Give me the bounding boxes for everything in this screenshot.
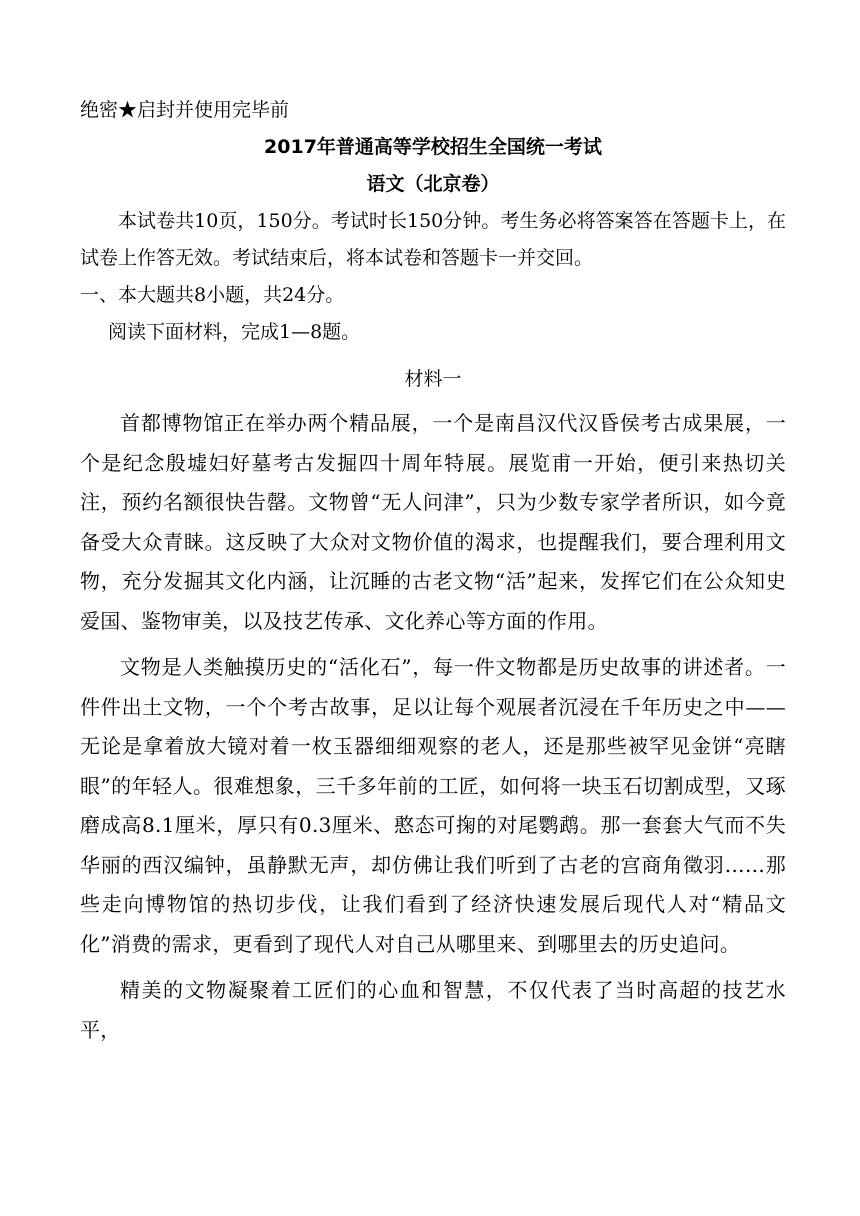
material-title: 材料一 — [404, 368, 462, 390]
section-heading: 一、本大题共8小题，共24分。 — [80, 284, 345, 306]
exam-title: 2017年普通高等学校招生全国统一考试 — [264, 136, 602, 158]
reading-prompt: 阅读下面材料，完成1—8题。 — [108, 321, 361, 343]
material-paragraph: 文物是人类触摸历史的“活化石”，每一件文物都是历史故事的讲述者。一件件出土文物，一个个考古故事，足以让每个观展者沉浸在千年历史之中——无论是拿着放大镜对着一枚玉器细细观察的老人，还是那些被罕见金饼“亮瞎眼”的年轻人。很难想象，三千多年前的工匠，如何将一块玉石切割成型，又琢磨成高8.1厘米，厚只有0.3厘米、憨态可掬的对尾鹦鹉。那一套套大气而不失华丽的西汉编钟，虽静默无声，却仿佛让我们听到了古老的宫商角徵羽……那些走向博物馆的热切步伐，让我们看到了经济快速发展后现代人对“精品文化”消费的需求，更看到了现代人对自己从哪里来、到哪里去的历史追问。 — [80, 655, 786, 956]
exam-instructions: 本试卷共10页，150分。考试时长150分钟。考生务必将答案答在答题卡上，在试卷上作答无效。考试结束后，将本试卷和答题卡一并交回。 — [80, 210, 786, 269]
exam-page — [80, 92, 786, 1057]
material-paragraph: 首都博物馆正在举办两个精品展，一个是南昌汉代汉昏侯考古成果展，一个是纪念殷墟妇好墓考古发掘四十周年特展。展览甫一开始，便引来热切关注，预约名额很快告罄。文物曾“无人问津”，只为少数专家学者所识，如今竟备受大众青睐。这反映了大众对文物价值的渴求，也提醒我们，要合理利用文物，充分发掘其文化内涵，让沉睡的古老文物“活”起来，发挥它们在公众知史爱国、鉴物审美，以及技艺传承、文化养心等方面的作用。 — [80, 411, 786, 633]
confidential-mark: 绝密★启封并使用完毕前 — [80, 99, 290, 121]
material-paragraph: 精美的文物凝聚着工匠们的心血和智慧，不仅代表了当时高超的技艺水平， — [80, 978, 786, 1042]
exam-subtitle: 语文（北京卷） — [366, 173, 500, 195]
